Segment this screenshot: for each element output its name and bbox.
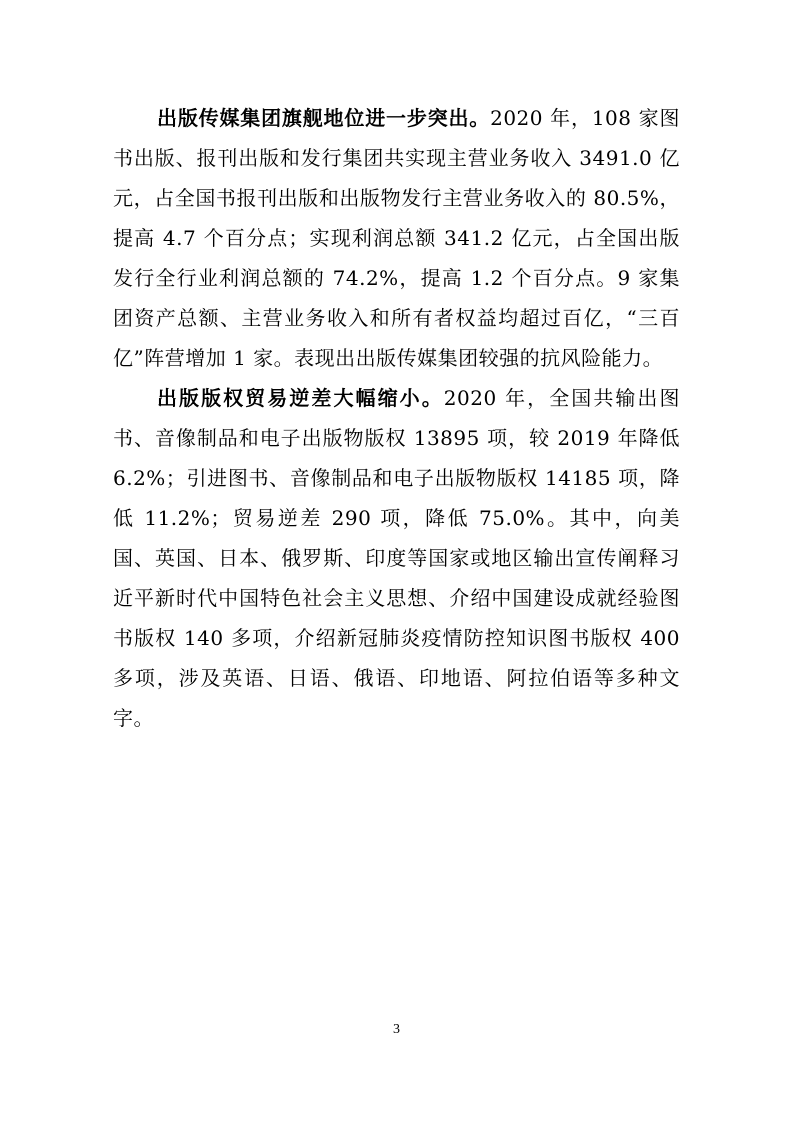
page-number: 3 — [393, 1022, 400, 1037]
paragraph-publishing-groups — [113, 98, 680, 378]
paragraph-copyright-trade — [113, 378, 680, 738]
paragraph-lead-bold: 出版传媒集团旗舰地位进一步突出。 — [157, 106, 491, 130]
paragraph-body-text: 2020 年，全国共输出图书、音像制品和电子出版物版权 13895 项，较 2019 年降低 6.2%；引进图书、音像制品和电子出版物版权 14185 项，降低 11.2%；贸易逆差 290 项，降低 75.0%。其中，向美国、英国、日本、俄罗斯、印度等国家或地区输出宣传阐释习近平新时代中国特色社会主义思想、介绍中国建设成就经验图书版权 140 多项，介绍新冠肺炎疫情防控知识图书版权 400 多项，涉及英语、日语、俄语、印地语、阿拉伯语等多种文字。 — [113, 386, 680, 730]
paragraph-body-text: 2020 年，108 家图书出版、报刊出版和发行集团共实现主营业务收入 3491.0 亿元，占全国书报刊出版和出版物发行主营业务收入的 80.5%，提高 4.7 个百分点；实现利润总额 341.2 亿元，占全国出版发行全行业利润总额的 74.2%，提高 1.2 个百分点。9 家集团资产总额、主营业务收入和所有者权益均超过百亿，“三百亿”阵营增加 1 家。表现出出版传媒集团较强的抗风险能力。 — [113, 106, 680, 370]
paragraph-lead-bold: 出版版权贸易逆差大幅缩小。 — [157, 386, 444, 410]
document-body — [113, 98, 680, 738]
